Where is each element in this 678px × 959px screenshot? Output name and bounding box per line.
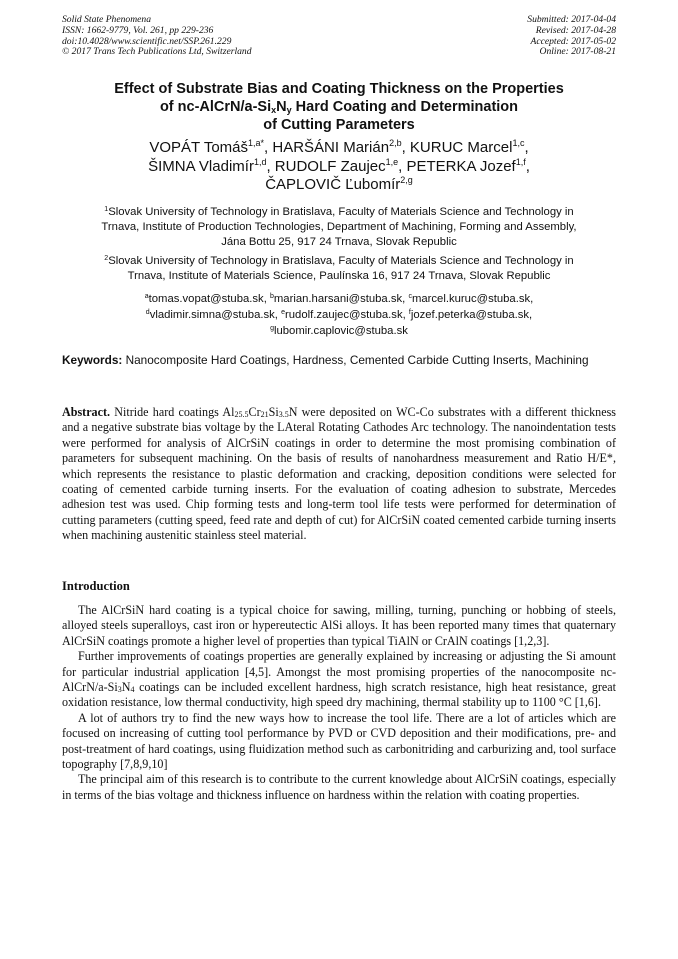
email-address[interactable]: jozef.peterka@stuba.sk, (410, 309, 533, 321)
affiliation-line: Jána Bottu 25, 917 24 Trnava, Slovak Republic (221, 236, 457, 248)
paragraph-3: A lot of authors try to find the new ways how to increase the tool life. There are a lot of articles which are focused on increasing of cutting tool performance by PVD or CVD deposition and their modifications, pre- and post-treatment of hard coatings, using fluidization method such as carbonitriding and carburizing and, tool surface topography [7,8,9,10] (62, 710, 616, 772)
abstract-text: N were deposited on WC-Co substrates with a different thickness and a negative substrate bias voltage by the LAteral Rotating Cathodes Arc technology. The nanoindentation tests were performed for analysis of AlCrSiN coatings in order to determine the most promising combination of parameters for subsequent machining. On the basis of results of nanohardness measurement and Ratio H/E*, which represents the resistance to plastic deformation and cracking, deposition conditions were selected for coating of cemented carbide turning inserts. For the evaluation of coating adhesion to substrate, Mercedes adhesion test was used. Chip forming tests and long-term tool life tests were performed for determination of cutting parameters (cutting speed, feed rate and depth of cut) for AlCrSiN coated cemented carbide turning inserts when machining austenitic stainless steel material. (62, 405, 616, 543)
author-name: , PETERKA Jozef (398, 157, 516, 175)
abstract-subscript: 21 (260, 410, 269, 419)
author-affiliation-mark: 1,f (515, 156, 526, 167)
paragraph-subscript: 3 (117, 685, 122, 695)
affiliation-text: Slovak University of Technology in Bratislava, Faculty of Materials Science and Technology in (108, 206, 574, 218)
author-name: , RUDOLF Zaujec (266, 157, 386, 175)
affiliation-1 (62, 205, 616, 250)
author-name: , HARŠÁNI Marián (264, 139, 390, 156)
doi-line: doi:10.4028/www.scientific.net/SSP.261.229 (62, 35, 232, 47)
author-separator: , (525, 157, 530, 175)
author-line-2 (62, 158, 616, 177)
introduction-body (62, 603, 616, 803)
title-subscript: x (271, 105, 277, 115)
affiliation-line (62, 205, 616, 220)
issn-line: ISSN: 1662-9779, Vol. 261, pp 229-236 (62, 24, 214, 36)
title-line-1: Effect of Substrate Bias and Coating Thickness on the Properties (114, 81, 564, 97)
submitted-date: Submitted: 2017-04-04 (527, 14, 616, 25)
keywords-label: Keywords: (62, 353, 123, 367)
introduction-heading: Introduction (62, 579, 130, 593)
paragraph-subscript: 4 (130, 685, 135, 695)
abstract-section (62, 405, 616, 544)
title-subscript: y (286, 105, 292, 115)
email-address[interactable]: tomas.vopat@stuba.sk, (148, 293, 270, 305)
page-header (62, 15, 616, 65)
email-address[interactable]: rudolf.zaujec@stuba.sk, (285, 309, 409, 321)
email-address[interactable]: marian.harsani@stuba.sk, (273, 293, 409, 305)
title-text: of nc-AlCrN/a-Si (159, 99, 272, 115)
keywords-section (62, 353, 616, 368)
paragraph-2 (62, 649, 616, 711)
paragraph-1: The AlCrSiN hard coating is a typical choice for sawing, milling, turning, punching or hobbing of steels, alloyed steels superalloys, cast iron or hypereutectic AlSi alloys. It has been reported many times that quaternary AlCrSiN coatings promote a higher level of properties than typical TiAlN or CrAlN coatings [1,2,3]. (62, 603, 616, 648)
author-line-1 (62, 139, 616, 158)
abstract-label: Abstract. (62, 405, 111, 419)
author-affiliation-mark: 1,c (512, 138, 525, 148)
author-line-3 (62, 176, 616, 195)
author-affiliation-mark: 2,g (400, 175, 413, 185)
journal-name: Solid State Phenomena (62, 14, 151, 25)
paragraph-text: Further improvements of coatings properties are generally explained by increasing or adjusting the Si amount for particular industrial application [4,5]. Amongst the most promising properties of the nanocomposite nc-AlCrN/a-Si (62, 649, 616, 695)
abstract-text: Nitride hard coatings Al (110, 405, 235, 419)
title-line-3: of Cutting Parameters (263, 117, 415, 133)
author-list (62, 139, 616, 195)
email-line (62, 291, 616, 307)
abstract-subscript: 3.5 (278, 410, 289, 419)
email-address[interactable]: marcel.kuruc@stuba.sk, (411, 293, 534, 305)
affiliation-mark: 2 (104, 255, 109, 262)
email-mark: e (281, 309, 285, 316)
author-name: ČAPLOVIČ Ľubomír (265, 176, 401, 193)
revised-date: Revised: 2017-04-28 (535, 24, 616, 36)
affiliation-2 (62, 254, 616, 284)
email-mark: c (408, 293, 412, 300)
affiliation-line (62, 254, 616, 269)
paper-title (62, 80, 616, 134)
title-line-2 (62, 98, 616, 116)
accepted-date: Accepted: 2017-05-02 (530, 35, 616, 47)
author-separator: , (524, 139, 529, 156)
paragraph-4: The principal aim of this research is to contribute to the current knowledge about AlCrSiN coatings, especially in terms of the bias voltage and thickness influence on hardness within the relation with coating properties. (62, 772, 616, 802)
paragraph-text: coatings can be included excellent hardness, high scratch resistance, high heat resistance, great oxidation resistance, low thermal conductivity, high speed dry machining, thermal stability up to 1100 °C [1,6]. (62, 680, 616, 710)
affiliation-line: Trnava, Institute of Production Technologies, Department of Machining, Forming and Assembly, (101, 221, 577, 233)
abstract-text: Cr (248, 405, 261, 419)
author-affiliation-mark: 1,d (253, 156, 267, 167)
submission-dates (527, 15, 616, 58)
email-line (62, 307, 616, 323)
author-name: , KURUC Marcel (401, 139, 513, 156)
email-mark: a (144, 293, 149, 300)
affiliation-line: Trnava, Institute of Materials Science, Paulínska 16, 917 24 Trnava, Slovak Republic (127, 270, 551, 282)
copyright-line: © 2017 Trans Tech Publications Ltd, Switzerland (62, 46, 252, 58)
email-mark: d (145, 309, 150, 316)
author-affiliation-mark: 1,e (385, 156, 399, 167)
title-text: Hard Coating and Determination (291, 99, 519, 115)
email-mark: b (269, 293, 274, 300)
keywords-text: Nanocomposite Hard Coatings, Hardness, Cemented Carbide Cutting Inserts, Machining (122, 353, 589, 367)
abstract-subscript: 25.5 (234, 410, 249, 419)
title-text: N (276, 99, 287, 115)
email-address[interactable]: vladimir.simna@stuba.sk, (149, 309, 282, 321)
affiliation-text: Slovak University of Technology in Bratislava, Faculty of Materials Science and Technology in (108, 255, 574, 267)
online-date: Online: 2017-08-21 (539, 46, 616, 58)
email-line (62, 323, 616, 339)
author-name: VOPÁT Tomáš (149, 139, 249, 156)
email-mark: f (408, 309, 411, 316)
abstract-text: Si (268, 405, 279, 419)
author-affiliation-mark: 2,b (389, 138, 402, 148)
affiliation-mark: 1 (104, 206, 109, 213)
email-mark: g (270, 325, 274, 332)
author-emails (62, 291, 616, 339)
paragraph-text: N (121, 680, 131, 695)
publication-info (62, 15, 252, 58)
author-name: ŠIMNA Vladimír (148, 157, 254, 175)
author-affiliation-mark: 1,a* (248, 138, 265, 148)
email-address[interactable]: lubomir.caplovic@stuba.sk (273, 325, 408, 337)
